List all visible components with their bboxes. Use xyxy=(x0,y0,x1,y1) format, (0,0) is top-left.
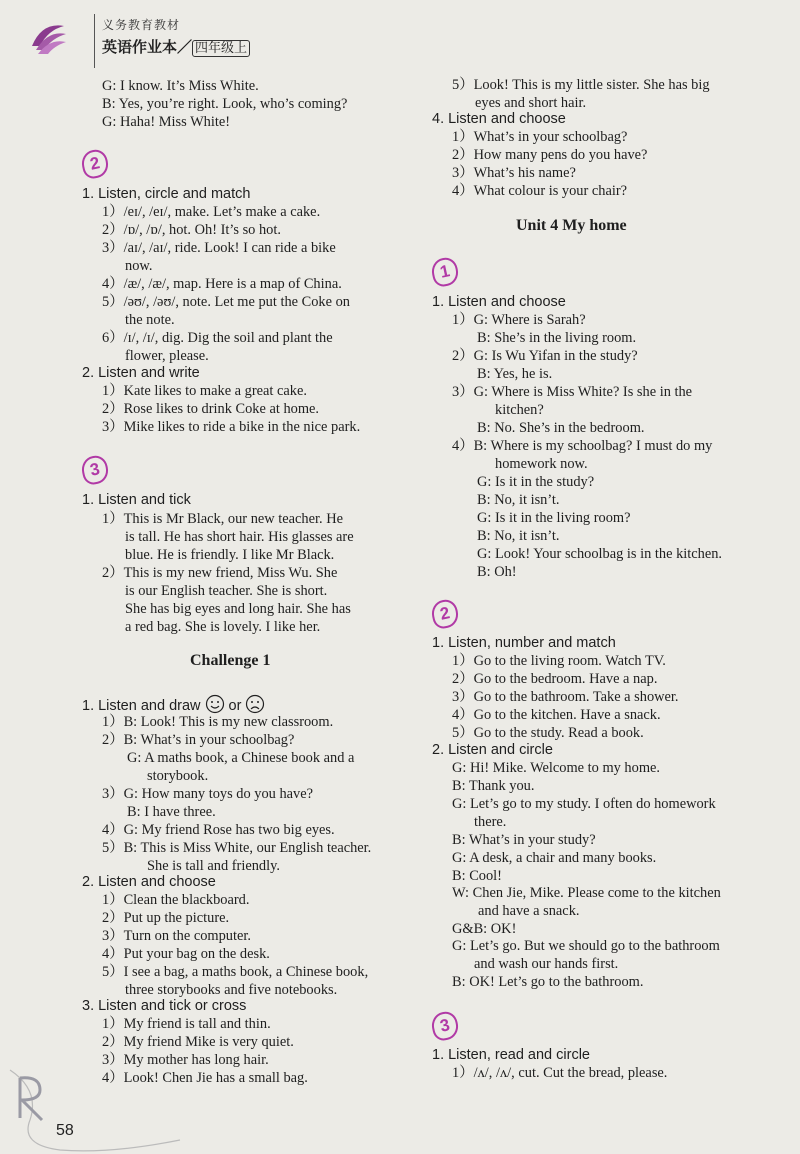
line-text: Unit 4 My home xyxy=(516,217,627,234)
text-line xyxy=(102,731,294,749)
line-text: 5）Go to the study. Read a book. xyxy=(452,725,644,741)
line-text: the note. xyxy=(125,312,175,328)
line-text: B: OK! Let’s go to the bathroom. xyxy=(452,974,644,990)
line-text: B: No, it isn’t. xyxy=(477,528,560,544)
text-line xyxy=(102,400,319,418)
text-line xyxy=(102,293,350,311)
text-line xyxy=(452,383,692,401)
text-line xyxy=(452,652,666,670)
line-text: G: Hi! Mike. Welcome to my home. xyxy=(452,760,661,776)
line-text: B: No, it isn’t. xyxy=(477,492,560,508)
line-text: 3）/aɪ/, /aɪ/, ride. Look! I can ride a bike xyxy=(102,240,336,256)
text-line xyxy=(102,1033,294,1051)
text-line xyxy=(452,867,502,885)
line-text: B: What’s in your study? xyxy=(452,832,596,848)
text-line xyxy=(452,76,710,94)
text-line xyxy=(477,491,560,509)
line-text: W: Chen Jie, Mike. Please come to the kitchen xyxy=(452,885,721,901)
line-text: eyes and short hair. xyxy=(475,95,587,111)
section-heading xyxy=(82,873,216,891)
text-line xyxy=(102,203,320,221)
text-line xyxy=(477,563,517,581)
line-text: 2. Listen and write xyxy=(82,365,200,381)
line-text: 1）/ʌ/, /ʌ/, cut. Cut the bread, please. xyxy=(452,1065,668,1081)
line-text: 2. Listen and choose xyxy=(82,874,216,890)
text-line xyxy=(125,600,351,618)
line-text: 2）Go to the bedroom. Have a nap. xyxy=(452,671,658,687)
text-line xyxy=(125,257,152,275)
text-line xyxy=(452,311,586,329)
text-line xyxy=(102,329,333,347)
line-text: She is tall and friendly. xyxy=(147,858,280,874)
line-text: G&B: OK! xyxy=(452,921,517,937)
unit-heading xyxy=(516,217,627,235)
text-line xyxy=(452,920,516,938)
text-line xyxy=(102,382,307,400)
line-text: B: Oh! xyxy=(477,564,517,580)
text-line xyxy=(452,182,627,200)
text-line xyxy=(102,891,249,909)
line-text: homework now. xyxy=(495,456,588,472)
line-text: 1）Go to the living room. Watch TV. xyxy=(452,653,666,669)
line-text: 2）Rose likes to drink Coke at home. xyxy=(102,401,320,417)
text-line xyxy=(102,1015,271,1033)
text-line xyxy=(102,839,371,857)
section-badge-3-right: 3 xyxy=(429,1010,460,1043)
series-title: 义务教育教材 xyxy=(102,18,181,32)
line-text: 1）/eɪ/, /eɪ/, make. Let’s make a cake. xyxy=(102,204,321,220)
line-text: 4）G: My friend Rose has two big eyes. xyxy=(102,822,335,838)
line-text: G: Let’s go to my study. I often do homework xyxy=(452,796,716,812)
line-text: 4）Look! Chen Jie has a small bag. xyxy=(102,1070,308,1086)
text-line xyxy=(452,849,656,867)
line-text: 4）Put your bag on the desk. xyxy=(102,946,270,962)
line-text: 2）G: Is Wu Yifan in the study? xyxy=(452,348,638,364)
section-heading xyxy=(432,634,616,652)
unit-heading xyxy=(190,652,270,670)
line-text: and have a snack. xyxy=(478,903,580,919)
text-line xyxy=(125,618,320,636)
text-line xyxy=(452,146,647,164)
or-text: or xyxy=(224,698,246,714)
header-divider xyxy=(94,14,95,68)
line-text: 4）/æ/, /æ/, map. Here is a map of China. xyxy=(102,276,342,292)
line-text: 5）Look! This is my little sister. She has big xyxy=(452,77,710,93)
text-line xyxy=(102,77,259,95)
text-line xyxy=(125,347,209,365)
text-line xyxy=(147,767,208,785)
section-heading xyxy=(82,997,246,1015)
page-number: 58 xyxy=(56,1122,74,1139)
line-text: G: A maths book, a Chinese book and a xyxy=(127,750,355,766)
line-text: Challenge 1 xyxy=(190,652,271,669)
line-text: G: Is it in the study? xyxy=(477,474,595,490)
text-line xyxy=(452,724,644,742)
section-heading xyxy=(82,694,265,715)
line-text: 1. Listen and draw xyxy=(82,698,201,714)
text-line xyxy=(102,909,229,927)
text-line xyxy=(102,785,313,803)
text-line xyxy=(495,455,588,473)
text-line xyxy=(477,365,552,383)
text-line xyxy=(474,955,618,973)
smiley-face-icon xyxy=(205,694,225,714)
text-line xyxy=(452,777,534,795)
section-badge-2-right: 2 xyxy=(429,598,460,631)
line-text: a red bag. She is lovely. I like her. xyxy=(125,619,321,635)
line-text: 4. Listen and choose xyxy=(432,111,566,127)
line-text: B: Yes, he is. xyxy=(477,366,553,382)
line-text: 3）G: How many toys do you have? xyxy=(102,786,314,802)
line-text: 3. Listen and tick or cross xyxy=(82,998,247,1014)
line-text: 2）B: What’s in your schoolbag? xyxy=(102,732,295,748)
text-line xyxy=(125,582,327,600)
text-line xyxy=(452,973,643,991)
text-line xyxy=(102,821,335,839)
text-line xyxy=(495,401,544,419)
text-line xyxy=(452,759,660,777)
text-line xyxy=(102,95,347,113)
page-header xyxy=(22,10,422,70)
text-line xyxy=(125,546,334,564)
publisher-logo-icon xyxy=(28,16,68,60)
text-line xyxy=(477,527,560,545)
line-text: 1. Listen and tick xyxy=(82,492,191,508)
text-line xyxy=(477,473,594,491)
text-line xyxy=(477,509,630,527)
line-text: 2. Listen and circle xyxy=(432,742,553,758)
text-line xyxy=(102,113,230,131)
text-line xyxy=(474,813,506,831)
line-text: B: No. She’s in the bedroom. xyxy=(477,420,645,436)
line-text: 4）B: Where is my schoolbag? I must do my xyxy=(452,438,713,454)
text-line xyxy=(452,706,661,724)
section-heading xyxy=(432,110,566,128)
line-text: 3）G: Where is Miss White? Is she in the xyxy=(452,384,693,400)
line-text: 5）/əʊ/, /əʊ/, note. Let me put the Coke on xyxy=(102,294,350,310)
line-text: G: Haha! Miss White! xyxy=(102,114,231,130)
text-line xyxy=(102,221,281,239)
section-heading xyxy=(82,185,250,203)
text-line xyxy=(452,437,712,455)
text-line xyxy=(102,510,343,528)
text-line xyxy=(125,311,175,329)
line-text: is our English teacher. She is short. xyxy=(125,583,328,599)
line-text: She has big eyes and long hair. She has xyxy=(125,601,351,617)
line-text: 1）Clean the blackboard. xyxy=(102,892,250,908)
section-heading xyxy=(432,293,566,311)
line-text: 3）Go to the bathroom. Take a shower. xyxy=(452,689,679,705)
line-text: 2）Put up the picture. xyxy=(102,910,230,926)
text-line xyxy=(102,239,336,257)
line-text: is tall. He has short hair. His glasses are xyxy=(125,529,354,545)
section-heading xyxy=(82,491,191,509)
text-line xyxy=(452,128,627,146)
line-text: storybook. xyxy=(147,768,209,784)
line-text: 6）/ɪ/, /ɪ/, dig. Dig the soil and plant the xyxy=(102,330,333,346)
grade-label: 四年级上 xyxy=(192,40,250,57)
section-badge-3: 3 xyxy=(79,454,110,487)
text-line xyxy=(102,927,251,945)
text-line xyxy=(477,545,722,563)
line-text: 1）My friend is tall and thin. xyxy=(102,1016,271,1032)
line-text: 3）Turn on the computer. xyxy=(102,928,251,944)
text-line xyxy=(452,937,720,955)
text-line xyxy=(478,902,580,920)
text-line xyxy=(102,275,342,293)
line-text: 1. Listen and choose xyxy=(432,294,566,310)
book-title xyxy=(102,36,250,57)
line-text: 1. Listen, number and match xyxy=(432,635,616,651)
line-text: 3）What’s his name? xyxy=(452,165,576,181)
line-text: B: Cool! xyxy=(452,868,502,884)
line-text: 2）My friend Mike is very quiet. xyxy=(102,1034,294,1050)
text-line xyxy=(477,329,636,347)
line-text: B: She’s in the living room. xyxy=(477,330,637,346)
text-line xyxy=(452,670,657,688)
line-text: 2）How many pens do you have? xyxy=(452,147,648,163)
line-text: B: Thank you. xyxy=(452,778,535,794)
line-text: 3）My mother has long hair. xyxy=(102,1052,269,1068)
section-heading xyxy=(432,1046,590,1064)
sad-face-icon xyxy=(245,694,265,714)
line-text: now. xyxy=(125,258,153,274)
line-text: B: Yes, you’re right. Look, who’s coming? xyxy=(102,96,348,112)
line-text: 4）Go to the kitchen. Have a snack. xyxy=(452,707,661,723)
line-text: 1）Kate likes to make a great cake. xyxy=(102,383,307,399)
line-text: 1）B: Look! This is my new classroom. xyxy=(102,714,334,730)
text-line xyxy=(127,749,354,767)
line-text: 5）B: This is Miss White, our English teacher. xyxy=(102,840,372,856)
line-text: 1）G: Where is Sarah? xyxy=(452,312,586,328)
text-line xyxy=(102,713,333,731)
text-line xyxy=(102,963,368,981)
line-text: B: I have three. xyxy=(127,804,216,820)
line-text: 5）I see a bag, a maths book, a Chinese book, xyxy=(102,964,369,980)
line-text: 2）This is my new friend, Miss Wu. She xyxy=(102,565,338,581)
line-text: and wash our hands first. xyxy=(474,956,619,972)
line-text: 1. Listen, circle and match xyxy=(82,186,251,202)
text-line xyxy=(102,564,337,582)
line-text: kitchen? xyxy=(495,402,544,418)
text-line xyxy=(452,884,721,902)
section-badge-1: 1 xyxy=(429,256,460,289)
text-line xyxy=(125,528,354,546)
line-text: three storybooks and five notebooks. xyxy=(125,982,338,998)
text-line xyxy=(452,347,638,365)
line-text: 3）Mike likes to ride a bike in the nice park. xyxy=(102,419,361,435)
line-text: 4）What colour is your chair? xyxy=(452,183,628,199)
line-text: 1）What’s in your schoolbag? xyxy=(452,129,628,145)
section-heading xyxy=(82,364,200,382)
text-line xyxy=(452,164,576,182)
text-line xyxy=(102,945,270,963)
text-line xyxy=(452,688,679,706)
text-line xyxy=(452,795,716,813)
line-text: 1）This is Mr Black, our new teacher. He xyxy=(102,511,343,527)
text-line xyxy=(127,803,216,821)
text-line xyxy=(452,831,596,849)
book-title-text: 英语作业本／ xyxy=(102,38,193,56)
line-text: G: I know. It’s Miss White. xyxy=(102,78,259,94)
line-text: blue. He is friendly. I like Mr Black. xyxy=(125,547,335,563)
line-text: flower, please. xyxy=(125,348,209,364)
text-line xyxy=(102,418,360,436)
text-line xyxy=(452,1064,667,1082)
line-text: 1. Listen, read and circle xyxy=(432,1047,590,1063)
line-text: G: Let’s go. But we should go to the bathroom xyxy=(452,938,720,954)
section-badge-2: 2 xyxy=(79,148,110,181)
line-text: G: A desk, a chair and many books. xyxy=(452,850,657,866)
section-heading xyxy=(432,741,553,759)
line-text: 2）/ɒ/, /ɒ/, hot. Oh! It’s so hot. xyxy=(102,222,281,238)
line-text: G: Look! Your schoolbag is in the kitchen. xyxy=(477,546,723,562)
text-line xyxy=(477,419,644,437)
r-swirl-decoration-icon xyxy=(0,1060,200,1154)
line-text: G: Is it in the living room? xyxy=(477,510,631,526)
line-text: there. xyxy=(474,814,507,830)
